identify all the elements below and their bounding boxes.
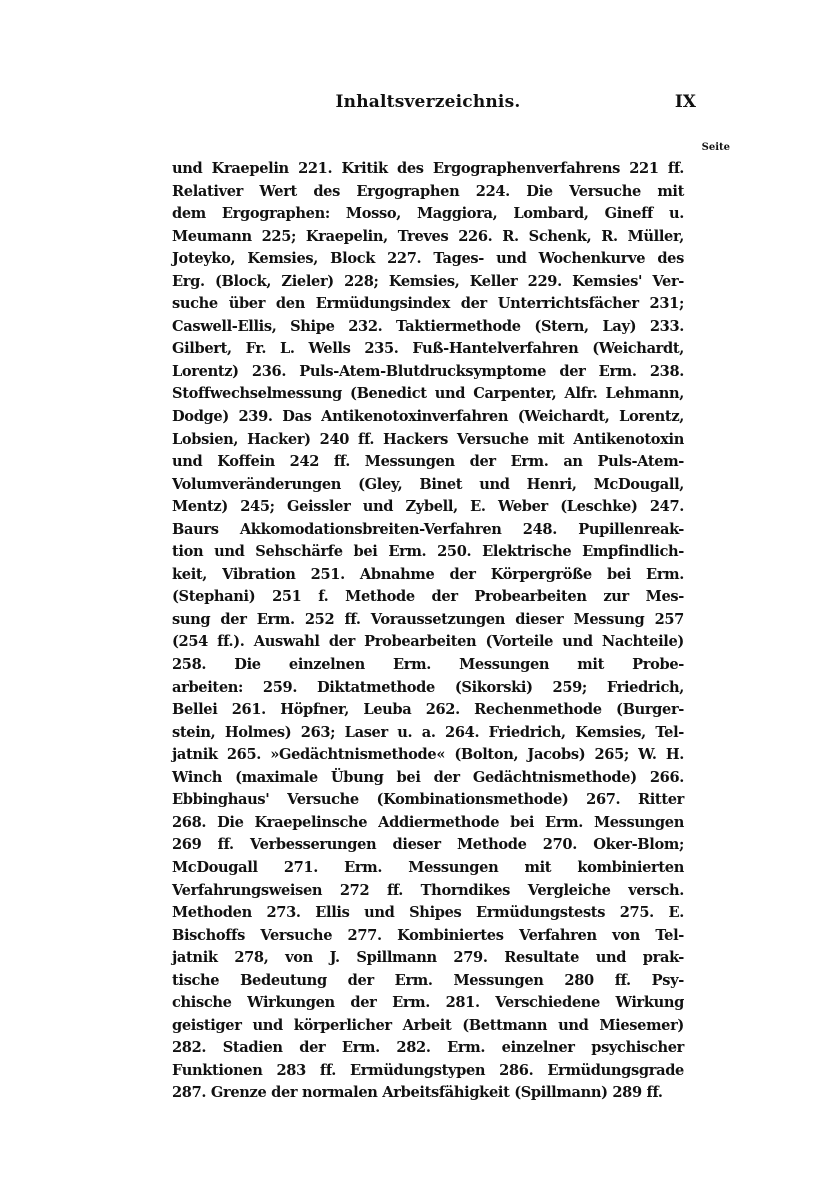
text-line: und Kraepelin 221. Kritik des Ergographenverfahrens 221 ff. [172, 160, 684, 177]
text-line: chische Wirkungen der Erm. 281. Verschiedene Wirkung [172, 994, 684, 1012]
page-column-label: Seite [701, 142, 730, 153]
text-line: Stoffwechselmessung (Benedict und Carpenter, Alfr. Lehmann, [172, 385, 684, 403]
page-number: IX [674, 92, 696, 112]
text-line: tion und Sehschärfe bei Erm. 250. Elektrische Empfindlich- [172, 543, 684, 561]
text-line: Meumann 225; Kraepelin, Treves 226. R. Schenk, R. Müller, [172, 227, 684, 245]
text-line: Erg. (Block, Zieler) 228; Kemsies, Keller 229. Kemsies' Ver- [172, 272, 684, 290]
text-line: tische Bedeutung der Erm. Messungen 280 ff. Psy- [172, 971, 684, 989]
text-line: Bischoffs Versuche 277. Kombiniertes Verfahren von Tel- [172, 926, 684, 944]
text-line: 287. Grenze der normalen Arbeitsfähigkeit (Spillmann) 289 ff. [172, 1084, 663, 1102]
text-line: 269 ff. Verbesserungen dieser Methode 270. Oker-Blom; [172, 836, 684, 854]
table-of-contents-text [172, 158, 684, 1105]
text-line: Gilbert, Fr. L. Wells 235. Fuß-Hantelverfahren (Weichardt, [172, 340, 684, 358]
text-line: Caswell-Ellis, Shipe 232. Taktiermethode (Stern, Lay) 233. [172, 317, 684, 335]
text-line: (254 ff.). Auswahl der Probearbeiten (Vorteile und Nachteile) [172, 633, 684, 651]
text-line: Funktionen 283 ff. Ermüdungstypen 286. Ermüdungsgrade [172, 1061, 684, 1079]
text-line: Ebbinghaus' Versuche (Kombinationsmethode) 267. Ritter [172, 791, 684, 809]
text-line: und Koffein 242 ff. Messungen der Erm. an Puls-Atem- [172, 453, 684, 471]
text-line: Lorentz) 236. Puls-Atem-Blutdrucksymptome der Erm. 238. [172, 362, 684, 380]
text-line: jatnik 265. »Gedächtnismethode« (Bolton, Jacobs) 265; W. H. [172, 746, 684, 764]
text-line: Verfahrungsweisen 272 ff. Thorndikes Vergleiche versch. [172, 881, 684, 899]
text-line: sung der Erm. 252 ff. Voraussetzungen dieser Messung 257 [172, 610, 684, 628]
text-line: McDougall 271. Erm. Messungen mit kombinierten [172, 858, 684, 876]
text-line: arbeiten: 259. Diktatmethode (Sikorski) 259; Friedrich, [172, 678, 684, 696]
text-line: Bellei 261. Höpfner, Leuba 262. Rechenmethode (Burger- [172, 701, 684, 719]
text-line: suche über den Ermüdungsindex der Unterrichtsfächer 231; [172, 295, 684, 313]
text-line: dem Ergographen: Mosso, Maggiora, Lombard, Gineff u. [172, 205, 684, 223]
text-line: keit, Vibration 251. Abnahme der Körpergröße bei Erm. [172, 565, 684, 583]
text-line: geistiger und körperlicher Arbeit (Bettmann und Miesemer) [172, 1016, 684, 1034]
text-line: Relativer Wert des Ergographen 224. Die Versuche mit [172, 182, 684, 200]
text-line: Joteyko, Kemsies, Block 227. Tages- und Wochenkurve des [172, 250, 684, 268]
text-line: Methoden 273. Ellis und Shipes Ermüdungstests 275. E. [172, 904, 684, 922]
text-line: 282. Stadien der Erm. 282. Erm. einzelner psychischer [172, 1039, 684, 1057]
text-line: (Stephani) 251 f. Methode der Probearbeiten zur Mes- [172, 588, 684, 606]
text-line: Volumveränderungen (Gley, Binet und Henri, McDougall, [172, 475, 684, 493]
text-line: stein, Holmes) 263; Laser u. a. 264. Friedrich, Kemsies, Tel- [172, 723, 684, 741]
running-head [172, 92, 696, 118]
page-title: Inhaltsverzeichnis. [335, 92, 521, 112]
text-line: Winch (maximale Übung bei der Gedächtnismethode) 266. [172, 768, 684, 786]
text-line: jatnik 278, von J. Spillmann 279. Resultate und prak- [172, 949, 684, 967]
text-line: Lobsien, Hacker) 240 ff. Hackers Versuche mit Antikenotoxin [172, 430, 684, 448]
text-line: 258. Die einzelnen Erm. Messungen mit Probe- [172, 656, 684, 674]
text-line: 268. Die Kraepelinsche Addiermethode bei Erm. Messungen [172, 813, 684, 831]
text-line: Mentz) 245; Geissler und Zybell, E. Weber (Leschke) 247. [172, 498, 684, 516]
text-line: Dodge) 239. Das Antikenotoxinverfahren (Weichardt, Lorentz, [172, 408, 684, 426]
text-line: Baurs Akkomodationsbreiten-Verfahren 248. Pupillenreak- [172, 520, 684, 538]
